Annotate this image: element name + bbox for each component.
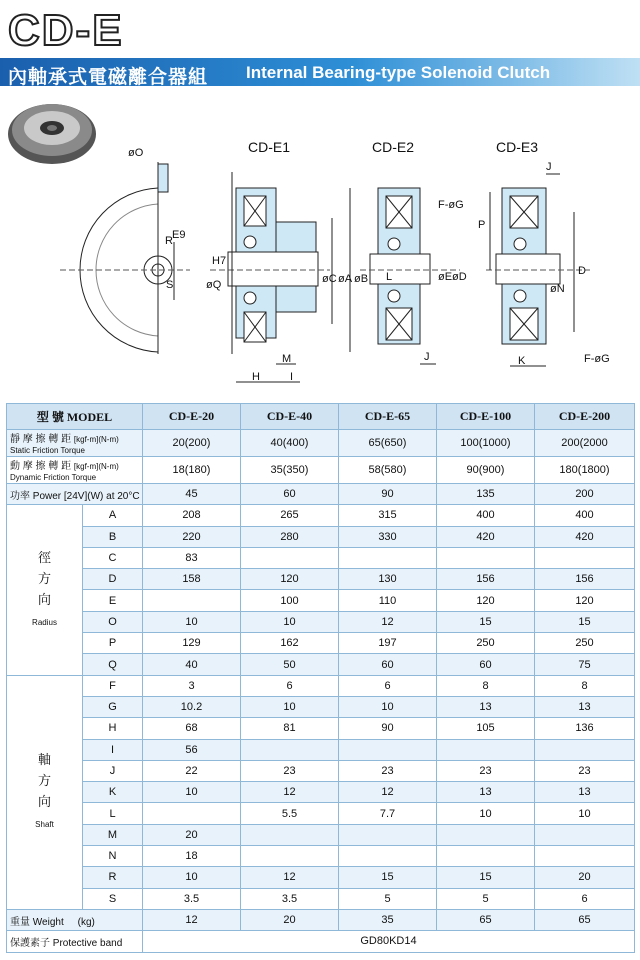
table-cell: 12 (241, 867, 339, 888)
label-c: øC (322, 273, 337, 285)
table-row (7, 590, 635, 611)
group-label-zh: 軸 (37, 752, 51, 768)
power-label: 功率 Power [24V](W) at 20°C (7, 484, 143, 505)
table-cell: 23 (339, 760, 437, 781)
static-label-zh: 靜 摩 擦 轉 距 (10, 434, 72, 445)
label-b: øB (354, 273, 369, 285)
dimension-key: N (83, 846, 143, 867)
table-cell: 200 (535, 484, 635, 505)
table-cell: 208 (143, 505, 241, 526)
table-cell: 135 (437, 484, 535, 505)
table-cell: 23 (241, 760, 339, 781)
table-cell: 250 (437, 633, 535, 654)
group-label-zh: 方 (37, 570, 51, 586)
table-cell: 35(350) (241, 457, 339, 484)
dimension-key: Q (83, 654, 143, 675)
table-cell (241, 824, 339, 845)
table-cell: 10 (143, 867, 241, 888)
dimension-key: E (83, 590, 143, 611)
table-cell: 10 (535, 803, 635, 824)
table-cell: 60 (339, 654, 437, 675)
table-cell: 22 (143, 760, 241, 781)
table-row (7, 526, 635, 547)
dimension-key: R (83, 867, 143, 888)
title-en: Internal Bearing-type Solenoid Clutch (246, 63, 551, 82)
table-cell: 60 (241, 484, 339, 505)
table-cell: 45 (143, 484, 241, 505)
table-cell (339, 824, 437, 845)
table-cell: 6 (241, 675, 339, 696)
table-cell: 265 (241, 505, 339, 526)
label-d-e2: øD (452, 271, 467, 283)
table-cell: 12 (339, 611, 437, 632)
label-n: øN (550, 283, 565, 295)
table-cell: 129 (143, 633, 241, 654)
table-cell: 35 (339, 909, 437, 930)
table-cell: 58(580) (339, 457, 437, 484)
table-cell: 40 (143, 654, 241, 675)
table-cell: 75 (535, 654, 635, 675)
table-row (7, 760, 635, 781)
power-row (7, 484, 635, 505)
table-cell: 3.5 (241, 888, 339, 909)
table-row (7, 803, 635, 824)
table-cell: 220 (143, 526, 241, 547)
table-cell: 83 (143, 547, 241, 568)
table-cell: 130 (339, 569, 437, 590)
dimension-key: M (83, 824, 143, 845)
table-cell: 13 (535, 782, 635, 803)
label-s: S (166, 279, 174, 291)
label-e: øE (438, 271, 453, 283)
table-cell: 10 (241, 611, 339, 632)
dimension-key: I (83, 739, 143, 760)
table-cell: 100 (241, 590, 339, 611)
dimension-key: G (83, 696, 143, 717)
table-cell (143, 803, 241, 824)
dynamic-label-zh: 動 摩 擦 轉 距 (10, 461, 72, 472)
table-cell: 6 (339, 675, 437, 696)
table-cell: 136 (535, 718, 635, 739)
label-fg-e2: F-øG (438, 199, 464, 211)
table-cell: 12 (241, 782, 339, 803)
title-zh: 內軸承式電磁離合器組 (8, 67, 209, 88)
label-h7: H7 (212, 255, 227, 267)
table-row (7, 505, 635, 526)
table-row (7, 696, 635, 717)
table-cell: 7.7 (339, 803, 437, 824)
model-col: CD-E-200 (535, 404, 635, 430)
table-row (7, 718, 635, 739)
table-cell: 90 (339, 484, 437, 505)
table-cell: 6 (535, 888, 635, 909)
table-cell: 162 (241, 633, 339, 654)
table-cell: 15 (535, 611, 635, 632)
dimension-key: J (83, 760, 143, 781)
label-e9: E9 (172, 229, 186, 241)
table-cell: 13 (437, 782, 535, 803)
dimension-key: O (83, 611, 143, 632)
table-cell: 280 (241, 526, 339, 547)
table-cell: 15 (437, 611, 535, 632)
view-cd-e3: CD-E3 (496, 139, 539, 155)
label-r: R (165, 235, 173, 247)
table-cell: 65(650) (339, 430, 437, 457)
dimension-key: K (83, 782, 143, 803)
table-cell: 200(2000 (535, 430, 635, 457)
table-cell (241, 739, 339, 760)
label-j-e3: J (546, 161, 552, 173)
table-cell: 400 (535, 505, 635, 526)
table-cell: 56 (143, 739, 241, 760)
dimension-key: B (83, 526, 143, 547)
group-label-zh: 方 (37, 773, 51, 789)
model-header: 型 號 MODEL (7, 404, 143, 430)
label-i: I (290, 371, 294, 383)
table-row (7, 888, 635, 909)
label-k: K (518, 355, 526, 367)
model-col: CD-E-100 (437, 404, 535, 430)
table-cell (535, 824, 635, 845)
model-col: CD-E-20 (143, 404, 241, 430)
dimension-key: F (83, 675, 143, 696)
table-cell: 20 (535, 867, 635, 888)
cd-e3-section (486, 174, 590, 366)
dimension-key: H (83, 718, 143, 739)
table-cell: 23 (535, 760, 635, 781)
table-cell: 100(1000) (437, 430, 535, 457)
table-cell: 105 (437, 718, 535, 739)
table-row (7, 846, 635, 867)
dynamic-unit: [kgf-m](N-m) (73, 462, 119, 471)
table-cell (339, 846, 437, 867)
clutch-photo (8, 104, 96, 164)
table-cell: 5.5 (241, 803, 339, 824)
group-label-zh: 徑 (37, 549, 51, 565)
group-label-en: Shaft (35, 820, 54, 830)
label-d-e3: D (578, 265, 586, 277)
table-cell (437, 739, 535, 760)
table-cell: 3 (143, 675, 241, 696)
weight-label: 重量 Weight (10, 916, 64, 928)
table-row (7, 569, 635, 590)
table-cell: 68 (143, 718, 241, 739)
table-cell: 330 (339, 526, 437, 547)
spec-table (6, 403, 635, 953)
table-cell: 18(180) (143, 457, 241, 484)
table-cell: 10 (143, 782, 241, 803)
label-h: H (252, 371, 260, 383)
table-cell: 8 (535, 675, 635, 696)
table-cell: 81 (241, 718, 339, 739)
table-cell: 90(900) (437, 457, 535, 484)
dynamic-label-en: Dynamic Friction Torque (10, 473, 97, 482)
table-cell (339, 547, 437, 568)
table-cell: 18 (143, 846, 241, 867)
dimension-key: D (83, 569, 143, 590)
table-row (7, 547, 635, 568)
table-row (7, 654, 635, 675)
table-cell: 156 (437, 569, 535, 590)
table-cell: 10 (437, 803, 535, 824)
label-m: M (282, 353, 292, 365)
table-row (7, 675, 635, 696)
label-j-e2: J (424, 351, 430, 363)
table-cell: 12 (143, 909, 241, 930)
dimension-key: A (83, 505, 143, 526)
side-view (60, 162, 190, 354)
label-p: P (478, 219, 486, 231)
table-cell: 158 (143, 569, 241, 590)
page-title: CD-E (8, 6, 124, 55)
table-cell: 50 (241, 654, 339, 675)
table-cell: 110 (339, 590, 437, 611)
table-cell: 8 (437, 675, 535, 696)
table-cell: 60 (437, 654, 535, 675)
table-cell (535, 739, 635, 760)
model-col: CD-E-40 (241, 404, 339, 430)
band-label: 保護素子 Protective band (7, 931, 143, 952)
model-col: CD-E-65 (339, 404, 437, 430)
table-cell: 65 (437, 909, 535, 930)
dynamic-torque-row (7, 457, 635, 484)
table-cell: 197 (339, 633, 437, 654)
group-label-zh: 向 (37, 591, 51, 607)
table-cell: 5 (339, 888, 437, 909)
table-cell: 120 (535, 590, 635, 611)
dimension-key: S (83, 888, 143, 909)
table-cell: 180(1800) (535, 457, 635, 484)
table-cell (535, 547, 635, 568)
table-row (7, 782, 635, 803)
table-cell: 65 (535, 909, 635, 930)
label-l: L (386, 271, 393, 283)
weight-row (7, 909, 635, 930)
table-cell (143, 590, 241, 611)
table-cell: 10 (339, 696, 437, 717)
table-cell: 10 (143, 611, 241, 632)
radius-group (7, 505, 83, 675)
table-cell (437, 846, 535, 867)
label-o: øO (128, 147, 144, 159)
shaft-group (7, 675, 83, 909)
table-cell: 250 (535, 633, 635, 654)
table-cell: 90 (339, 718, 437, 739)
table-cell: 13 (437, 696, 535, 717)
group-label-en: Radius (32, 617, 57, 627)
table-row (7, 739, 635, 760)
table-cell: 15 (437, 867, 535, 888)
table-cell: 5 (437, 888, 535, 909)
weight-unit: (kg) (77, 916, 95, 928)
table-cell: 10 (241, 696, 339, 717)
label-fg-e3: F-øG (584, 353, 610, 365)
table-cell: 315 (339, 505, 437, 526)
table-cell: 400 (437, 505, 535, 526)
spec-table-body (7, 404, 635, 953)
view-cd-e1: CD-E1 (248, 139, 291, 155)
band-row (7, 931, 635, 952)
dimension-key: C (83, 547, 143, 568)
static-torque-row (7, 430, 635, 457)
table-row (7, 611, 635, 632)
dimension-key: L (83, 803, 143, 824)
dimension-key: P (83, 633, 143, 654)
table-cell: 10.2 (143, 696, 241, 717)
band-value: GD80KD14 (143, 931, 635, 952)
table-cell (535, 846, 635, 867)
table-cell: 13 (535, 696, 635, 717)
label-a: øA (338, 273, 353, 285)
table-cell: 420 (437, 526, 535, 547)
table-cell: 20 (241, 909, 339, 930)
table-cell: 12 (339, 782, 437, 803)
table-row (7, 824, 635, 845)
table-cell: 3.5 (143, 888, 241, 909)
table-row (7, 867, 635, 888)
table-cell: 20(200) (143, 430, 241, 457)
label-q: øQ (206, 279, 222, 291)
table-cell: 420 (535, 526, 635, 547)
table-cell: 20 (143, 824, 241, 845)
table-cell (241, 547, 339, 568)
table-cell: 15 (339, 867, 437, 888)
table-cell (437, 824, 535, 845)
technical-drawing (0, 92, 640, 400)
group-label-zh: 向 (37, 794, 51, 810)
table-cell: 23 (437, 760, 535, 781)
table-cell: 156 (535, 569, 635, 590)
table-cell (437, 547, 535, 568)
static-label-en: Static Friction Torque (10, 446, 85, 455)
table-row (7, 633, 635, 654)
table-cell (339, 739, 437, 760)
table-cell (241, 846, 339, 867)
table-cell: 120 (241, 569, 339, 590)
table-cell: 40(400) (241, 430, 339, 457)
header-row (7, 404, 635, 430)
table-cell: 120 (437, 590, 535, 611)
view-cd-e2: CD-E2 (372, 139, 415, 155)
static-unit: [kgf-m](N-m) (73, 435, 119, 444)
